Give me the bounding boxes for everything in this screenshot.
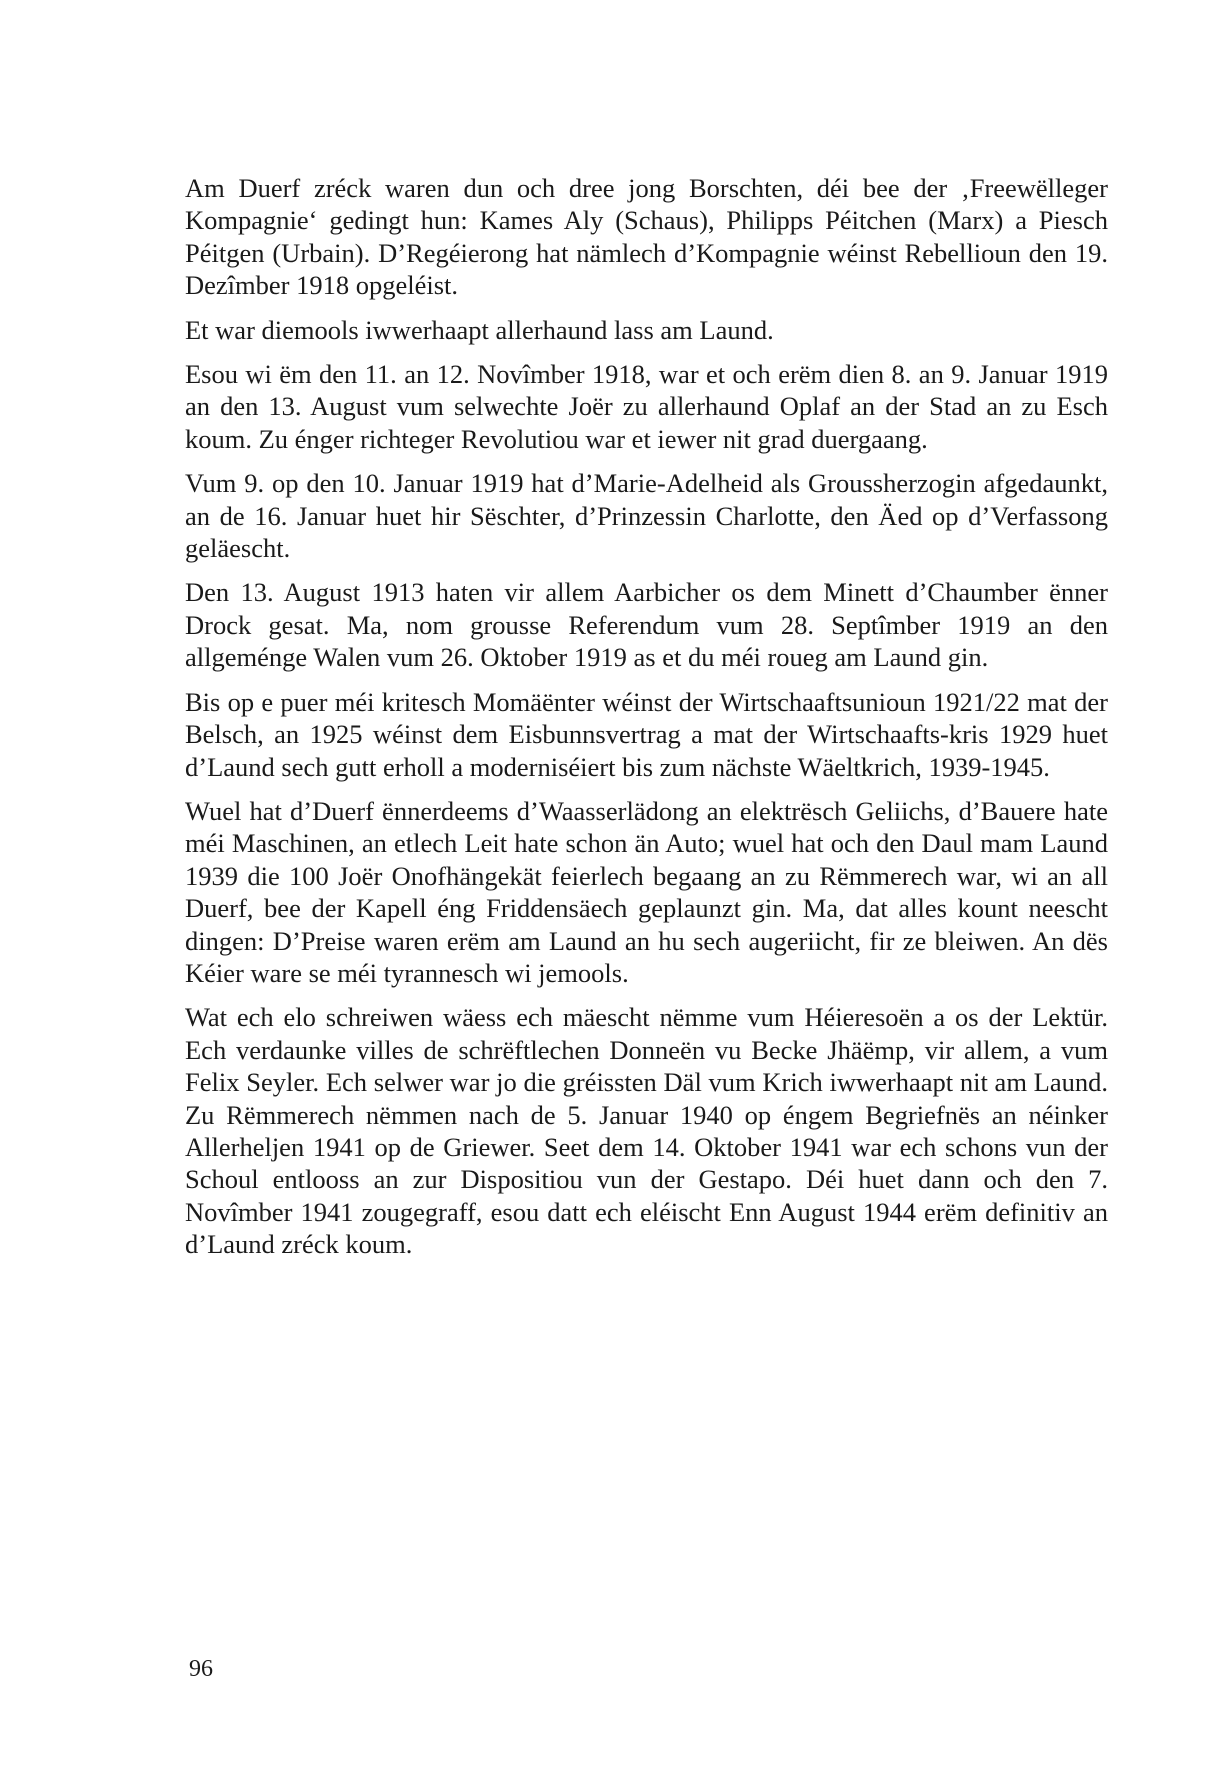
paragraph-2: Et war diemools iwwerhaapt allerhaund lass am Laund. [185,314,774,345]
body-text [185,172,1108,1273]
paragraph-8: Wat ech elo schreiwen wäess ech mäescht nëmme vum Héieresoën a os der Lektür. Ech verdaunke villes de schrëftlechen Donneën vu Becke Jhäëmp, vir allem, a vum Felix Seyler. Ech selwer war jo die gréissten Däl vum Krich iwwerhaapt nit am Laund. Zu Rëmmerech nëmmen nach de 5. Januar 1940 op éngem Begriefnës an néinker Allerheljen 1941 op de Griewer. Seet dem 14. Oktober 1941 war ech schons vun der Schoul entlooss an zur Dispositiou vun der Gestapo. Déi huet dann och den 7. Novîmber 1941 zougegraff, esou datt ech eléischt Enn August 1944 erëm definitiv an d’Laund zréck koum. [185,1002,1108,1260]
paragraph-7: Wuel hat d’Duerf ënnerdeems d’Waasserlädong an elektrësch Geliichs, d’Bauere hate méi Maschinen, an etlech Leit hate schon än Auto; wuel hat och den Daul mam Laund 1939 die 100 Joër Onofhängekät feierlech begaang an zu Rëmmerech war, wi an all Duerf, bee der Kapell éng Friddensäech geplaunzt gin. Ma, dat alles kount neescht dingen: D’Preise waren erëm am Laund an hu sech augeriicht, fir ze bleiwen. An dës Kéier ware se méi tyrannesch wi jemools. [185,795,1108,988]
paragraph-1: Am Duerf zréck waren dun och dree jong Borschten, déi bee der ‚Freewëlleger Kompagnie‘ gedingt hun: Kames Aly (Schaus), Philipps Péitchen (Marx) a Piesch Péitgen (Urbain). D’Regéierong hat nämlech d’Kompagnie wéinst Rebellioun den 19. Dezîmber 1918 opgeléist. [185,173,1108,301]
paragraph-6: Bis op e puer méi kritesch Momäënter wéinst der Wirtschaaftsunioun 1921/22 mat der Belsch, an 1925 wéinst dem Eisbunnsvertrag a mat der Wirtschaafts-kris 1929 huet d’Laund sech gutt erholl a moderniséiert bis zum nächste Wäeltkrich, 1939-1945. [185,686,1108,782]
page-number: 96 [189,1656,213,1682]
paragraph-3: Esou wi ëm den 11. an 12. Novîmber 1918, war et och erëm dien 8. an 9. Januar 1919 an den 13. August vum selwechte Joër zu allerhaund Oplaf an der Stad an zu Esch koum. Zu énger richteger Revolutiou war et iewer nit grad duergaang. [185,359,1108,454]
paragraph-5: Den 13. August 1913 haten vir allem Aarbicher os dem Minett d’Chaumber ënner Drock gesat. Ma, nom grousse Referendum vum 28. Septîmber 1919 an den allgeménge Walen vum 26. Oktober 1919 as et du méi roueg am Laund gin. [185,577,1108,673]
paragraph-4: Vum 9. op den 10. Januar 1919 hat d’Marie-Adelheid als Groussherzogin afgedaunkt, an de 16. Januar huet hir Sëschter, d’Prinzessin Charlotte, den Äed op d’Verfassong geläescht. [185,468,1108,564]
